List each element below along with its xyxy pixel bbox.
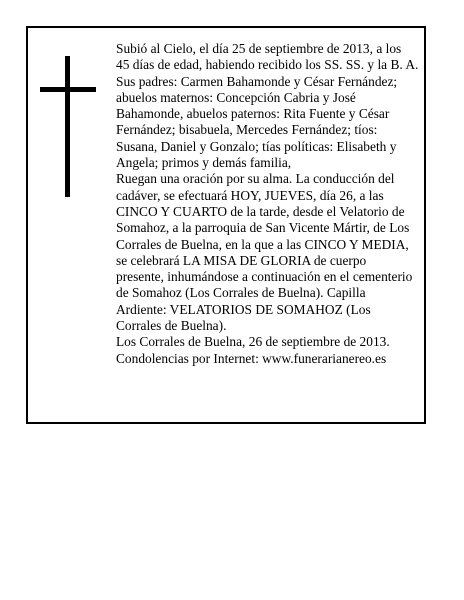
obituary-line: Bahamonde, abuelos paternos: Rita Fuente y César — [116, 106, 390, 122]
obituary-line: Los Corrales de Buelna, 26 de septiembre de 2013. — [116, 334, 390, 350]
obituary-line: Fernández; bisabuela, Mercedes Fernández; tíos: — [116, 122, 378, 138]
obituary-line: Ruegan una oración por su alma. La conducción del — [116, 171, 395, 187]
obituary-line: cadáver, se efectuará HOY, JUEVES, día 26, a las — [116, 187, 384, 203]
obituary-notice-frame — [26, 26, 426, 424]
cross-icon — [40, 56, 96, 197]
obituary-line: de Somahoz (Los Corrales de Buelna). Capilla — [116, 285, 366, 301]
cross-horizontal-bar — [40, 87, 96, 92]
obituary-line: Corrales de Buelna, en la que a las CINCO Y MEDIA, — [116, 236, 409, 252]
obituary-line: Corrales de Buelna). — [116, 318, 227, 334]
obituary-line: Susana, Daniel y Gonzalo; tías políticas: Elisabeth y — [116, 138, 397, 154]
obituary-line: presente, inhumándose a continuación en el cementerio — [116, 269, 413, 285]
obituary-line: se celebrará LA MISA DE GLORIA de cuerpo — [116, 252, 367, 268]
obituary-line: CINCO Y CUARTO de la tarde, desde el Velatorio de — [116, 203, 405, 219]
obituary-line: Ardiente: VELATORIOS DE SOMAHOZ (Los — [116, 301, 371, 317]
cross-vertical-bar — [65, 56, 70, 197]
obituary-line: Angela; primos y demás familia, — [116, 155, 292, 171]
obituary-line: Somahoz, a la parroquia de San Vicente Mártir, de Los — [116, 220, 410, 236]
obituary-line: Sus padres: Carmen Bahamonde y César Fernández; — [116, 73, 398, 89]
obituary-text — [116, 41, 419, 367]
obituary-line: Condolencias por Internet: www.funerarianereo.es — [116, 350, 387, 366]
obituary-line: Subió al Cielo, el día 25 de septiembre de 2013, a los — [116, 41, 402, 56]
obituary-line: abuelos maternos: Concepción Cabria y José — [116, 89, 356, 105]
obituary-line: 45 días de edad, habiendo recibido los SS. SS. y la B. A. — [116, 57, 419, 73]
